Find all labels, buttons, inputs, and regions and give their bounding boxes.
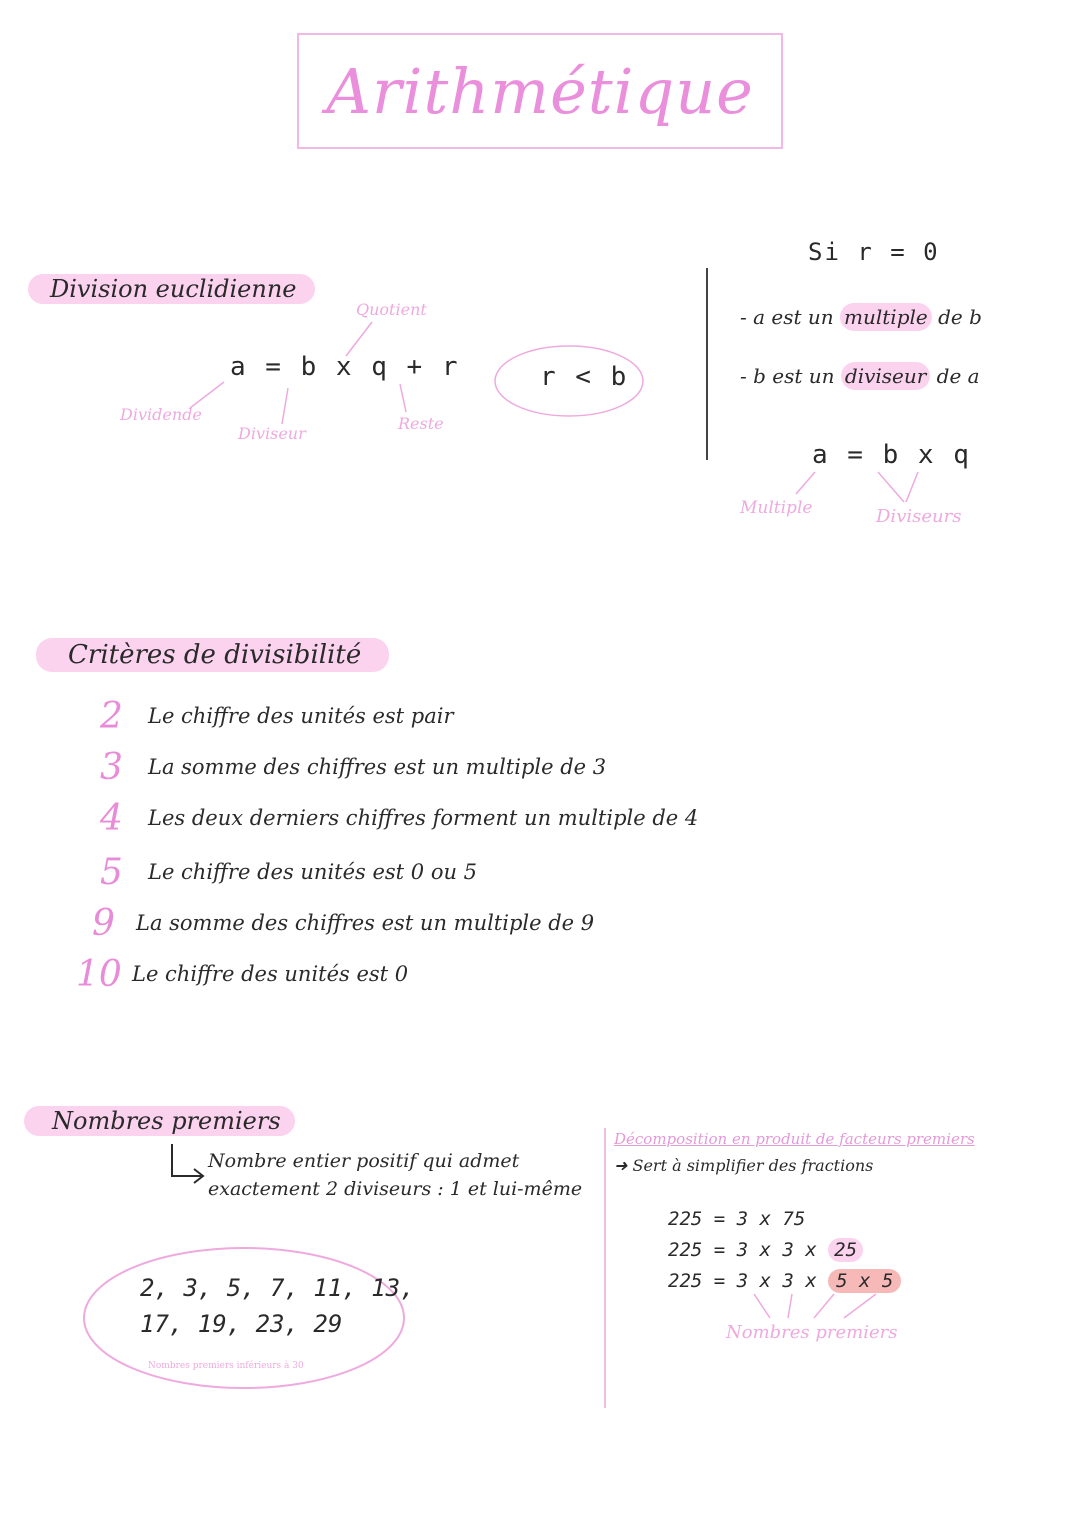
decomposition-line3	[668, 1270, 901, 1292]
label-dividende: Dividende	[120, 405, 202, 424]
premiers-list-line1: 2, 3, 5, 7, 11, 13,	[140, 1274, 415, 1302]
critere-text: La somme des chiffres est un multiple de 3	[148, 755, 607, 779]
arrow-quotient	[346, 322, 372, 356]
page-title: Arithmétique	[326, 54, 754, 128]
section-premiers-heading: Nombres premiers	[24, 1106, 295, 1136]
arrow-reste	[400, 384, 406, 412]
critere-text: Le chiffre des unités est 0	[132, 962, 409, 986]
division-arrows	[0, 0, 1080, 560]
decomposition-line2-highlight: 25	[828, 1238, 863, 1262]
decomposition-lines	[740, 1290, 900, 1324]
critere-number: 3	[100, 746, 123, 788]
diviseur-line-suffix: de a	[930, 364, 980, 388]
decomposition-use	[614, 1156, 873, 1175]
decomposition-line1	[668, 1208, 805, 1230]
diviseur-highlight: diviseur	[841, 362, 930, 390]
multiple-highlight: multiple	[840, 303, 932, 331]
decomposition-line2-left: 225 = 3 x 3 x	[668, 1239, 829, 1261]
critere-10	[76, 952, 408, 996]
label-diviseur: Diviseur	[238, 424, 306, 443]
premiers-definition-line1: Nombre entier positif qui admet	[208, 1150, 520, 1172]
critere-text: Les deux derniers chiffres forment un multiple de 4	[148, 806, 699, 830]
decomposition-caption: Nombres premiers	[726, 1322, 898, 1343]
division-formula: a = b x q + r	[230, 352, 460, 382]
decomposition-line3-left: 225 = 3 x 3 x	[668, 1270, 829, 1292]
critere-4	[100, 796, 698, 840]
decomposition-heading: Décomposition en produit de facteurs premiers	[614, 1130, 975, 1148]
arrow-dividende	[190, 382, 224, 408]
label-quotient: Quotient	[356, 300, 427, 319]
divider-vertical-bottom	[604, 1128, 606, 1408]
critere-2	[100, 694, 454, 738]
if-r-zero: Si r = 0	[808, 238, 940, 266]
decomposition-line1-left: 225 = 3 x	[668, 1208, 783, 1230]
section-criteres-heading: Critères de divisibilité	[36, 638, 389, 672]
decomposition-line3-highlight: 5 x 5	[828, 1269, 901, 1293]
right-arrow-icon: ➜	[614, 1156, 633, 1175]
line-diviseurs-2	[906, 472, 918, 502]
section-division-heading: Division euclidienne	[28, 274, 315, 304]
decomposition-line1-factor: 75	[782, 1208, 806, 1230]
diviseur-line-prefix: - b est un	[740, 364, 841, 388]
critere-number: 5	[100, 851, 123, 893]
divider-vertical-top	[706, 268, 708, 460]
critere-number: 2	[100, 695, 123, 737]
decomposition-line2	[668, 1239, 863, 1261]
critere-number: 9	[92, 902, 115, 944]
multiple-line	[740, 305, 982, 329]
decomposition-use-text: Sert à simplifier des fractions	[632, 1156, 874, 1175]
critere-text: La somme des chiffres est un multiple de 9	[136, 911, 595, 935]
diviseur-line	[740, 364, 980, 388]
premiers-definition-line2: exactement 2 diviseurs : 1 et lui-même	[208, 1178, 583, 1200]
arrow-diviseur	[282, 388, 288, 424]
line-diviseurs-1	[878, 472, 904, 502]
critere-3	[100, 745, 606, 789]
line-multiple	[796, 472, 815, 494]
critere-number: 4	[100, 797, 123, 839]
multiple-line-prefix: - a est un	[740, 305, 841, 329]
critere-5	[100, 850, 477, 894]
formula-multiple: a = b x q	[812, 440, 971, 470]
label-diviseurs: Diviseurs	[876, 506, 962, 527]
premiers-list-line2: 17, 19, 23, 29	[140, 1310, 343, 1338]
condition-r-lt-b: r < b	[540, 362, 629, 392]
multiple-line-suffix: de b	[931, 305, 982, 329]
critere-text: Le chiffre des unités est pair	[148, 704, 454, 728]
critere-9	[92, 901, 594, 945]
label-multiple: Multiple	[740, 498, 813, 518]
definition-arrow-icon	[160, 1140, 210, 1190]
premiers-list-caption: Nombres premiers inférieurs à 30	[148, 1361, 304, 1371]
critere-text: Le chiffre des unités est 0 ou 5	[148, 860, 478, 884]
label-reste: Reste	[398, 414, 444, 433]
critere-number: 10	[76, 953, 122, 995]
